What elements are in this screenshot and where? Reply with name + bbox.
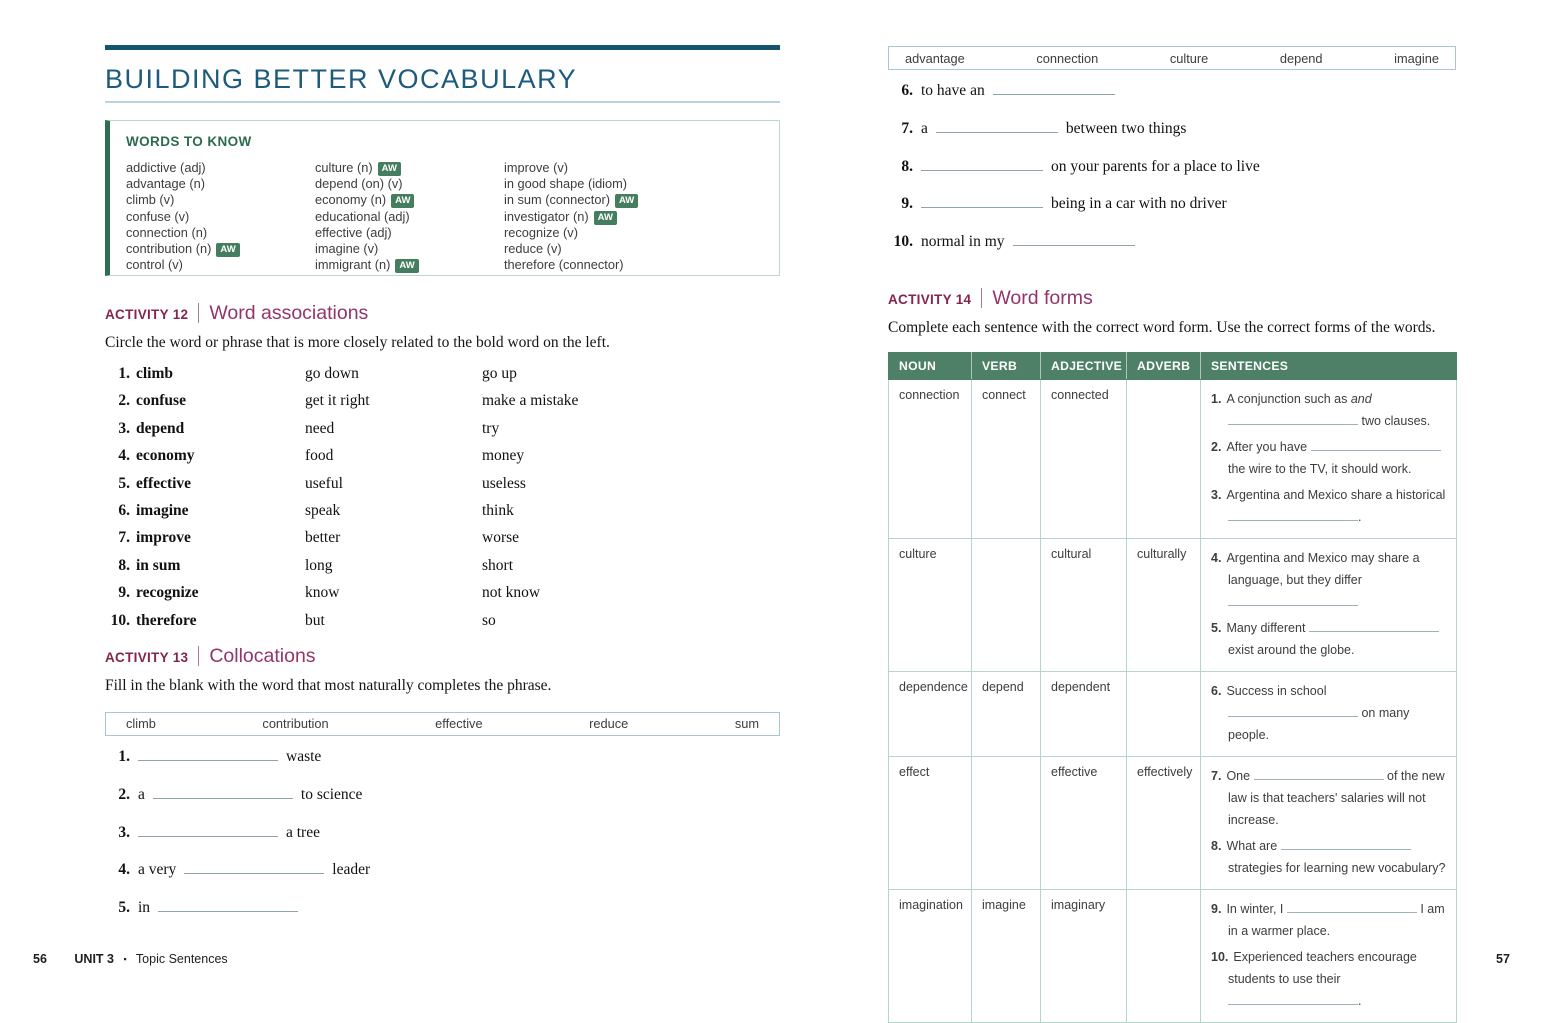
sentence	[1211, 835, 1448, 879]
sentence-text: I am in a warmer place.	[1228, 901, 1445, 938]
aw-badge: AW	[395, 259, 418, 273]
fill-in-item	[888, 82, 1456, 120]
fill-in-blank	[921, 195, 1043, 208]
option-2: think	[482, 501, 514, 519]
vocab-word	[126, 160, 315, 176]
vocab-word	[504, 192, 763, 208]
table-header-cell: VERB	[972, 352, 1041, 379]
option-2: worse	[482, 529, 520, 547]
table-header-cell: NOUN	[889, 352, 972, 379]
fill-in-item	[105, 824, 780, 862]
fill-in-blank	[138, 748, 278, 761]
sentence	[1211, 617, 1448, 661]
words-to-know-heading: WORDS TO KNOW	[126, 134, 252, 149]
vocab-word-text: educational (adj)	[315, 208, 410, 224]
vocab-word-text: therefore (connector)	[504, 257, 624, 273]
activity-12-title: Word associations	[209, 302, 369, 324]
vocab-word-text: depend (on) (v)	[315, 176, 403, 192]
fill-in-blank	[184, 861, 324, 874]
sentence-number: 4.	[1211, 550, 1222, 565]
vocab-word-text: advantage (n)	[126, 176, 205, 192]
option-1: but	[305, 611, 325, 629]
vocab-word	[504, 176, 763, 192]
table-header-row	[889, 352, 1457, 379]
word-bank-item: depend	[1279, 50, 1323, 66]
word-form-cell-adverb: culturally	[1127, 538, 1201, 671]
page-number: 57	[1496, 952, 1510, 966]
bold-word: in sum	[136, 556, 181, 574]
option-2: short	[482, 556, 513, 574]
sentence-number: 3.	[1211, 487, 1222, 502]
item-text-post: a tree	[286, 823, 320, 841]
activity-14-heading	[888, 287, 1456, 310]
item-number: 10.	[110, 611, 130, 629]
fill-in-blank	[153, 786, 293, 799]
activity-12-instruction: Circle the word or phrase that is more closely related to the bold word on the left.	[105, 334, 610, 351]
vocab-word-text: in good shape (idiom)	[504, 176, 628, 192]
sentence-number: 5.	[1211, 620, 1222, 635]
option-2: so	[482, 611, 496, 629]
sentence	[1211, 484, 1448, 528]
item-number: 8.	[901, 157, 913, 175]
vocab-word	[315, 225, 504, 241]
sentence-number: 8.	[1211, 838, 1222, 853]
fill-in-item	[105, 748, 780, 786]
vocab-word-text: control (v)	[126, 257, 183, 273]
activity-13-label: ACTIVITY 13	[105, 649, 189, 665]
sentence-text: A conjunction such as	[1226, 391, 1351, 406]
word-bank-item: reduce	[589, 716, 629, 732]
left-page-footer	[33, 952, 228, 966]
word-bank-item: effective	[435, 716, 483, 732]
sentence-blank	[1311, 440, 1441, 451]
option-1: go down	[305, 365, 359, 382]
sentence	[1211, 946, 1448, 1012]
item-text-post: between two things	[1065, 119, 1187, 137]
sentence-number: 6.	[1211, 683, 1222, 698]
word-bank-item: advantage	[905, 50, 965, 66]
item-text-pre: a	[138, 785, 145, 803]
word-form-cell-noun: effect	[889, 756, 972, 889]
word-association-row	[105, 447, 780, 474]
item-number: 5.	[118, 899, 130, 917]
vocab-word-text: immigrant (n)	[315, 257, 391, 273]
item-number: 2.	[118, 785, 130, 803]
bold-word: recognize	[136, 584, 199, 602]
vocab-word	[126, 257, 315, 273]
sentence-text: Argentina and Mexico share a historical	[1226, 487, 1446, 502]
item-number: 9.	[118, 584, 130, 602]
word-form-cell-verb	[972, 538, 1041, 671]
word-association-list	[105, 365, 780, 639]
item-number: 2.	[118, 392, 130, 410]
sentence	[1211, 765, 1448, 831]
word-association-row	[105, 584, 780, 611]
bold-word: economy	[136, 447, 195, 465]
word-bank-item: culture	[1169, 50, 1209, 66]
item-number: 4.	[118, 861, 130, 879]
right-page-footer	[1496, 952, 1510, 966]
sentence-text: .	[1358, 993, 1362, 1008]
right-page	[888, 0, 1456, 1023]
activity-13-heading	[105, 645, 780, 668]
sentence-blank	[1281, 839, 1411, 850]
activity-14-title: Word forms	[992, 286, 1093, 309]
vocab-word-text: economy (n)	[315, 192, 387, 208]
bold-word: imagine	[136, 501, 189, 519]
activity-14-label: ACTIVITY 14	[888, 291, 972, 307]
vocab-word-text: climb (v)	[126, 192, 175, 208]
option-1: long	[305, 556, 333, 574]
word-bank	[105, 712, 780, 736]
heading-divider	[981, 288, 982, 308]
item-number: 7.	[901, 119, 913, 137]
fill-in-blank	[921, 158, 1043, 171]
vocab-word-text: confuse (v)	[126, 208, 190, 224]
table-row	[889, 671, 1457, 756]
sentence-blank	[1228, 595, 1358, 606]
fill-in-item	[105, 861, 780, 899]
vocab-word	[315, 176, 504, 192]
sentence-blank	[1228, 994, 1358, 1005]
item-number: 7.	[118, 529, 130, 547]
vocab-word-text: culture (n)	[315, 160, 373, 175]
word-bank-item: contribution	[262, 716, 329, 732]
fill-in-blank	[158, 899, 298, 912]
item-text-pre: a	[921, 119, 928, 137]
option-2: not know	[482, 584, 541, 602]
vocab-word	[126, 176, 315, 192]
vocab-word	[504, 241, 763, 257]
item-number: 8.	[118, 556, 130, 574]
word-form-cell-noun: imagination	[889, 889, 972, 1022]
word-form-cell-adjective: effective	[1041, 756, 1127, 889]
sentence-number: 10.	[1211, 949, 1229, 964]
word-forms-table	[888, 352, 1457, 1023]
sentence-text: Argentina and Mexico may share a language, but they differ	[1226, 550, 1420, 587]
sentence-blank	[1228, 510, 1358, 521]
item-number: 5.	[118, 474, 130, 492]
item-text-post: waste	[286, 747, 322, 765]
sentences-cell	[1201, 671, 1457, 756]
sentences-cell	[1201, 756, 1457, 889]
fill-in-item	[888, 120, 1456, 158]
vocab-word-text: improve (v)	[504, 160, 568, 175]
words-to-know-column	[126, 160, 315, 273]
option-1: better	[305, 529, 341, 547]
word-form-cell-noun: connection	[889, 379, 972, 538]
table-header-cell: SENTENCES	[1201, 352, 1457, 379]
sentence-text: on many people.	[1228, 705, 1410, 742]
sentence-text: Experienced teachers encourage students to use their	[1228, 949, 1417, 986]
word-form-cell-adjective: cultural	[1041, 538, 1127, 671]
sentence-text: strategies for learning new vocabulary?	[1228, 860, 1446, 875]
aw-badge: AW	[615, 194, 638, 208]
sentence	[1211, 680, 1448, 746]
word-form-cell-verb: imagine	[972, 889, 1041, 1022]
item-text-post: being in a car with no driver	[1051, 195, 1227, 213]
sentence-text: One	[1226, 768, 1254, 783]
item-text-pre: in	[138, 899, 151, 917]
word-form-cell-verb: connect	[972, 379, 1041, 538]
vocab-word-text: contribution (n)	[126, 241, 212, 257]
fill-in-item	[888, 233, 1456, 271]
sentence-blank	[1228, 706, 1358, 717]
activity-13-instruction: Fill in the blank with the word that most naturally completes the phrase.	[105, 676, 552, 694]
item-text-pre: a very	[138, 861, 177, 879]
word-form-cell-adjective: dependent	[1041, 671, 1127, 756]
vocab-word	[315, 241, 504, 257]
word-association-row	[105, 392, 780, 419]
table-row	[889, 538, 1457, 671]
vocab-word-text: connection (n)	[126, 224, 208, 240]
option-1: food	[305, 447, 334, 465]
table-row	[889, 379, 1457, 538]
bold-word: depend	[136, 419, 185, 437]
sentence-number: 2.	[1211, 439, 1222, 454]
page-title: BUILDING BETTER VOCABULARY	[105, 64, 578, 94]
activity-12-label: ACTIVITY 12	[105, 307, 189, 322]
vocab-word	[126, 225, 315, 241]
bold-word: effective	[136, 474, 192, 492]
word-form-cell-noun: culture	[889, 538, 972, 671]
sentence-blank	[1228, 414, 1358, 425]
word-form-cell-adverb	[1127, 671, 1201, 756]
sentence-text: .	[1358, 509, 1362, 524]
fill-in-blank	[936, 120, 1058, 133]
item-text-post: leader	[332, 861, 371, 879]
vocab-word	[315, 192, 504, 208]
word-association-row	[105, 557, 780, 584]
word-association-row	[105, 365, 780, 392]
vocab-word-text: in sum (connector)	[504, 192, 610, 208]
sentence-text: of the new law is that teachers' salaries will not increase.	[1228, 768, 1445, 827]
sentence	[1211, 388, 1448, 432]
sentences-cell	[1201, 379, 1457, 538]
sentence-text: After you have	[1226, 439, 1311, 454]
vocab-word	[315, 257, 504, 273]
item-number: 1.	[118, 747, 130, 765]
item-number: 9.	[901, 195, 913, 213]
vocab-word-text: addictive (adj)	[126, 160, 206, 175]
item-text-post: to science	[300, 785, 363, 803]
fill-in-blank	[1013, 233, 1135, 246]
word-form-cell-adjective: connected	[1041, 379, 1127, 538]
sentence	[1211, 547, 1448, 613]
word-bank-item: imagine	[1394, 50, 1439, 66]
table-row	[889, 889, 1457, 1022]
vocab-word	[504, 225, 763, 241]
word-form-cell-verb	[972, 756, 1041, 889]
vocab-word	[315, 160, 504, 176]
option-2: make a mistake	[482, 392, 579, 410]
fill-in-item	[888, 195, 1456, 233]
sentences-cell	[1201, 538, 1457, 671]
word-bank-item: connection	[1036, 50, 1099, 66]
word-form-cell-noun: dependence	[889, 671, 972, 756]
word-association-row	[105, 420, 780, 447]
vocab-word	[126, 192, 315, 208]
vocab-word	[504, 160, 763, 176]
item-number: 3.	[118, 823, 130, 841]
section-label: Topic Sentences	[135, 952, 228, 966]
bold-word: improve	[136, 529, 191, 547]
item-number: 1.	[118, 365, 130, 382]
sentence-blank	[1254, 769, 1384, 780]
heading-divider	[198, 646, 199, 666]
item-number: 6.	[118, 501, 130, 519]
word-bank-item: climb	[126, 716, 156, 732]
vocab-word	[504, 257, 763, 273]
fill-in-blank	[138, 824, 278, 837]
words-to-know-column	[315, 160, 504, 273]
sentence-italic-text: and	[1350, 391, 1372, 406]
sentence-text: exist around the globe.	[1228, 642, 1355, 657]
activity-13-title: Collocations	[209, 644, 316, 667]
sentence	[1211, 436, 1448, 480]
item-number: 6.	[901, 82, 913, 99]
word-association-row	[105, 612, 780, 639]
word-form-cell-adverb	[1127, 889, 1201, 1022]
activity-12-heading	[105, 302, 780, 325]
vocab-word-text: reduce (v)	[504, 241, 562, 257]
table-header-cell: ADVERB	[1127, 352, 1201, 379]
sentence-number: 7.	[1211, 768, 1222, 783]
sentences-cell	[1201, 889, 1457, 1022]
unit-label: UNIT 3	[74, 952, 114, 966]
word-form-cell-adverb	[1127, 379, 1201, 538]
aw-badge: AW	[216, 243, 239, 257]
option-2: money	[482, 447, 525, 465]
fill-in-blank	[993, 82, 1115, 95]
bold-word: therefore	[136, 611, 197, 629]
words-to-know-column	[504, 160, 763, 273]
sentence-text: Success in school	[1226, 683, 1327, 698]
fill-in-item	[888, 158, 1456, 196]
item-text-post: on your parents for a place to live	[1051, 157, 1260, 175]
option-1: need	[305, 419, 335, 437]
sentence-text: two clauses.	[1358, 413, 1431, 428]
vocab-word-text: investigator (n)	[504, 208, 589, 224]
table-row	[889, 756, 1457, 889]
fill-in-item	[105, 786, 780, 824]
sentence-number: 1.	[1211, 391, 1222, 406]
page-number: 56	[33, 952, 47, 966]
sentence-text: Many different	[1226, 620, 1309, 635]
option-2: useless	[482, 474, 526, 492]
bold-word: climb	[136, 365, 174, 382]
left-page	[105, 0, 780, 937]
words-to-know-columns	[126, 160, 763, 273]
word-bank	[888, 46, 1456, 70]
item-number: 10.	[893, 233, 913, 251]
option-1: get it right	[305, 392, 370, 410]
vocab-word-text: effective (adj)	[315, 224, 392, 240]
fill-in-item	[105, 899, 780, 937]
sentence-text: What are	[1226, 838, 1281, 853]
table-header-cell: ADJECTIVE	[1041, 352, 1127, 379]
item-number: 4.	[118, 447, 130, 465]
item-text-pre: normal in my	[921, 233, 1005, 251]
aw-badge: AW	[391, 194, 414, 208]
vocab-word	[126, 241, 315, 257]
words-to-know-box	[105, 120, 780, 276]
word-form-cell-adjective: imaginary	[1041, 889, 1127, 1022]
option-2: go up	[482, 365, 517, 382]
bold-word: confuse	[136, 392, 186, 410]
word-association-row	[105, 502, 780, 529]
word-association-row	[105, 529, 780, 556]
vocab-word-text: recognize (v)	[504, 224, 578, 240]
vocab-word-text: imagine (v)	[315, 241, 379, 257]
option-1: useful	[305, 474, 343, 492]
sentence	[1211, 898, 1448, 942]
heading-divider	[198, 303, 199, 323]
item-number: 3.	[118, 419, 130, 437]
collocation-items-continued	[888, 82, 1456, 271]
vocab-word	[315, 209, 504, 225]
aw-badge: AW	[378, 162, 401, 176]
word-form-cell-adverb: effectively	[1127, 756, 1201, 889]
item-text-pre: to have an	[921, 82, 985, 99]
activity-14-instruction: Complete each sentence with the correct word form. Use the correct forms of the words.	[888, 318, 1436, 336]
collocation-items	[105, 748, 780, 937]
word-association-row	[105, 475, 780, 502]
sentence-text: the wire to the TV, it should work.	[1228, 461, 1412, 476]
bullet-icon: ▪	[123, 953, 127, 964]
title-top-rule	[105, 45, 780, 50]
sentence-blank	[1287, 902, 1417, 913]
sentence-text: In winter, I	[1226, 901, 1287, 916]
option-1: speak	[305, 501, 341, 519]
sentence-number: 9.	[1211, 901, 1222, 916]
option-1: know	[305, 584, 340, 602]
title-bottom-rule	[105, 101, 780, 103]
word-form-cell-verb: depend	[972, 671, 1041, 756]
sentence-blank	[1309, 621, 1439, 632]
vocab-word	[126, 209, 315, 225]
option-2: try	[482, 419, 500, 437]
word-bank-item: sum	[734, 716, 759, 732]
vocab-word	[504, 209, 763, 225]
aw-badge: AW	[594, 211, 617, 225]
